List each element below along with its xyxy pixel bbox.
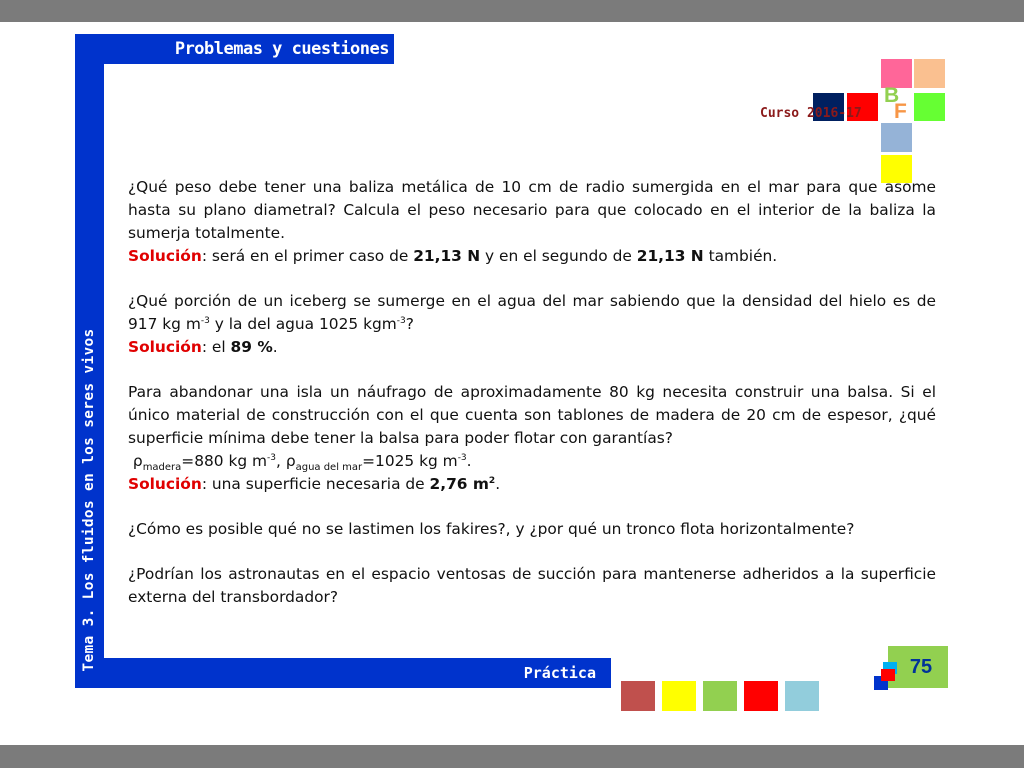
problem-2-question: y la del agua 1025 kgm <box>209 315 397 333</box>
topic-title: Tema 3. Los fluidos en los seres vivos <box>81 328 97 672</box>
problem-2 <box>128 290 936 359</box>
solution-text: : será en el primer caso de <box>201 247 414 265</box>
problem-1 <box>128 176 936 268</box>
rho-symbol: ρ <box>132 452 143 470</box>
footer-section-title: Práctica <box>523 664 596 682</box>
logo-square-lightblue <box>881 123 912 152</box>
logo-square-peach <box>914 59 945 88</box>
density-value: =1025 kg m <box>362 452 458 470</box>
problem-4-question: ¿Cómo es posible qué no se lastimen los fakires?, y ¿por qué un tronco flota horizontalmente? <box>128 520 855 538</box>
exponent: -3 <box>200 315 210 326</box>
rho-symbol: ρ <box>285 452 296 470</box>
page-mini-logo-icon <box>874 640 900 672</box>
punctuation: . <box>466 452 472 470</box>
footer-swatch-4 <box>744 681 778 711</box>
problem-5-question: ¿Podrían los astronautas en el espacio ventosas de succión para mantenerse adheridos a la superficie externa del transbordador? <box>128 565 936 606</box>
solution-text: y en el segundo de <box>480 247 637 265</box>
subscript: agua del mar <box>295 462 363 474</box>
solution-text: : el <box>201 338 231 356</box>
header-title: Problemas y cuestiones <box>174 39 389 59</box>
solution-value <box>430 475 496 493</box>
problem-2-question: ¿Qué porción de un iceberg se sumerge en el agua del mar sabiendo que la densidad del hielo es de 917 kg m <box>128 292 936 333</box>
density-value: =880 kg m <box>181 452 268 470</box>
solution-label: Solución <box>128 247 202 265</box>
density-data <box>128 452 472 474</box>
footer-swatch-1 <box>621 681 655 711</box>
footer-swatch-5 <box>785 681 819 711</box>
problem-1-question: ¿Qué peso debe tener una baliza metálica de 10 cm de radio sumergida en el mar para que asome hasta su plano diametral? Calcula el peso necesario para que colocado en el interior de la baliza la sumerja totalmente. <box>128 178 936 242</box>
problem-4 <box>128 518 936 541</box>
course-label: Curso 2016-17 <box>760 106 862 121</box>
solution-label: Solución <box>128 338 202 356</box>
page-number: 75 <box>888 646 948 688</box>
subscript: madera <box>142 462 182 474</box>
exponent: -3 <box>396 315 406 326</box>
solution-text: . <box>495 475 501 493</box>
solution-value-text: 2,76 m <box>429 475 489 493</box>
footer-swatch-2 <box>662 681 696 711</box>
logo-square-green <box>914 93 945 121</box>
solution-value: 21,13 N <box>413 247 481 265</box>
solution-value: 89 % <box>230 338 273 356</box>
problems-content <box>128 176 936 631</box>
logo-letter-f: F <box>894 100 907 123</box>
solution-value: 21,13 N <box>636 247 704 265</box>
problem-5 <box>128 563 936 609</box>
exponent: -3 <box>267 452 277 463</box>
footer-swatch-3 <box>703 681 737 711</box>
separator: , <box>276 452 286 470</box>
problem-3-question: Para abandonar una isla un náufrago de aproximadamente 80 kg necesita construir una balsa. Si el único material de construcción con el que cuenta son tablones de madera de 20 cm de espesor, ¿qué superficie mínima debe tener la balsa para poder flotar con garantías? <box>128 383 936 447</box>
exponent: 2 <box>488 475 496 486</box>
solution-label: Solución <box>128 475 202 493</box>
logo-letter-b: B <box>884 84 900 107</box>
solution-text: . <box>272 338 278 356</box>
solution-text: también. <box>703 247 778 265</box>
exponent: -3 <box>457 452 467 463</box>
solution-text: : una superficie necesaria de <box>201 475 430 493</box>
problem-2-question: ? <box>405 315 414 333</box>
problem-3 <box>128 381 936 496</box>
